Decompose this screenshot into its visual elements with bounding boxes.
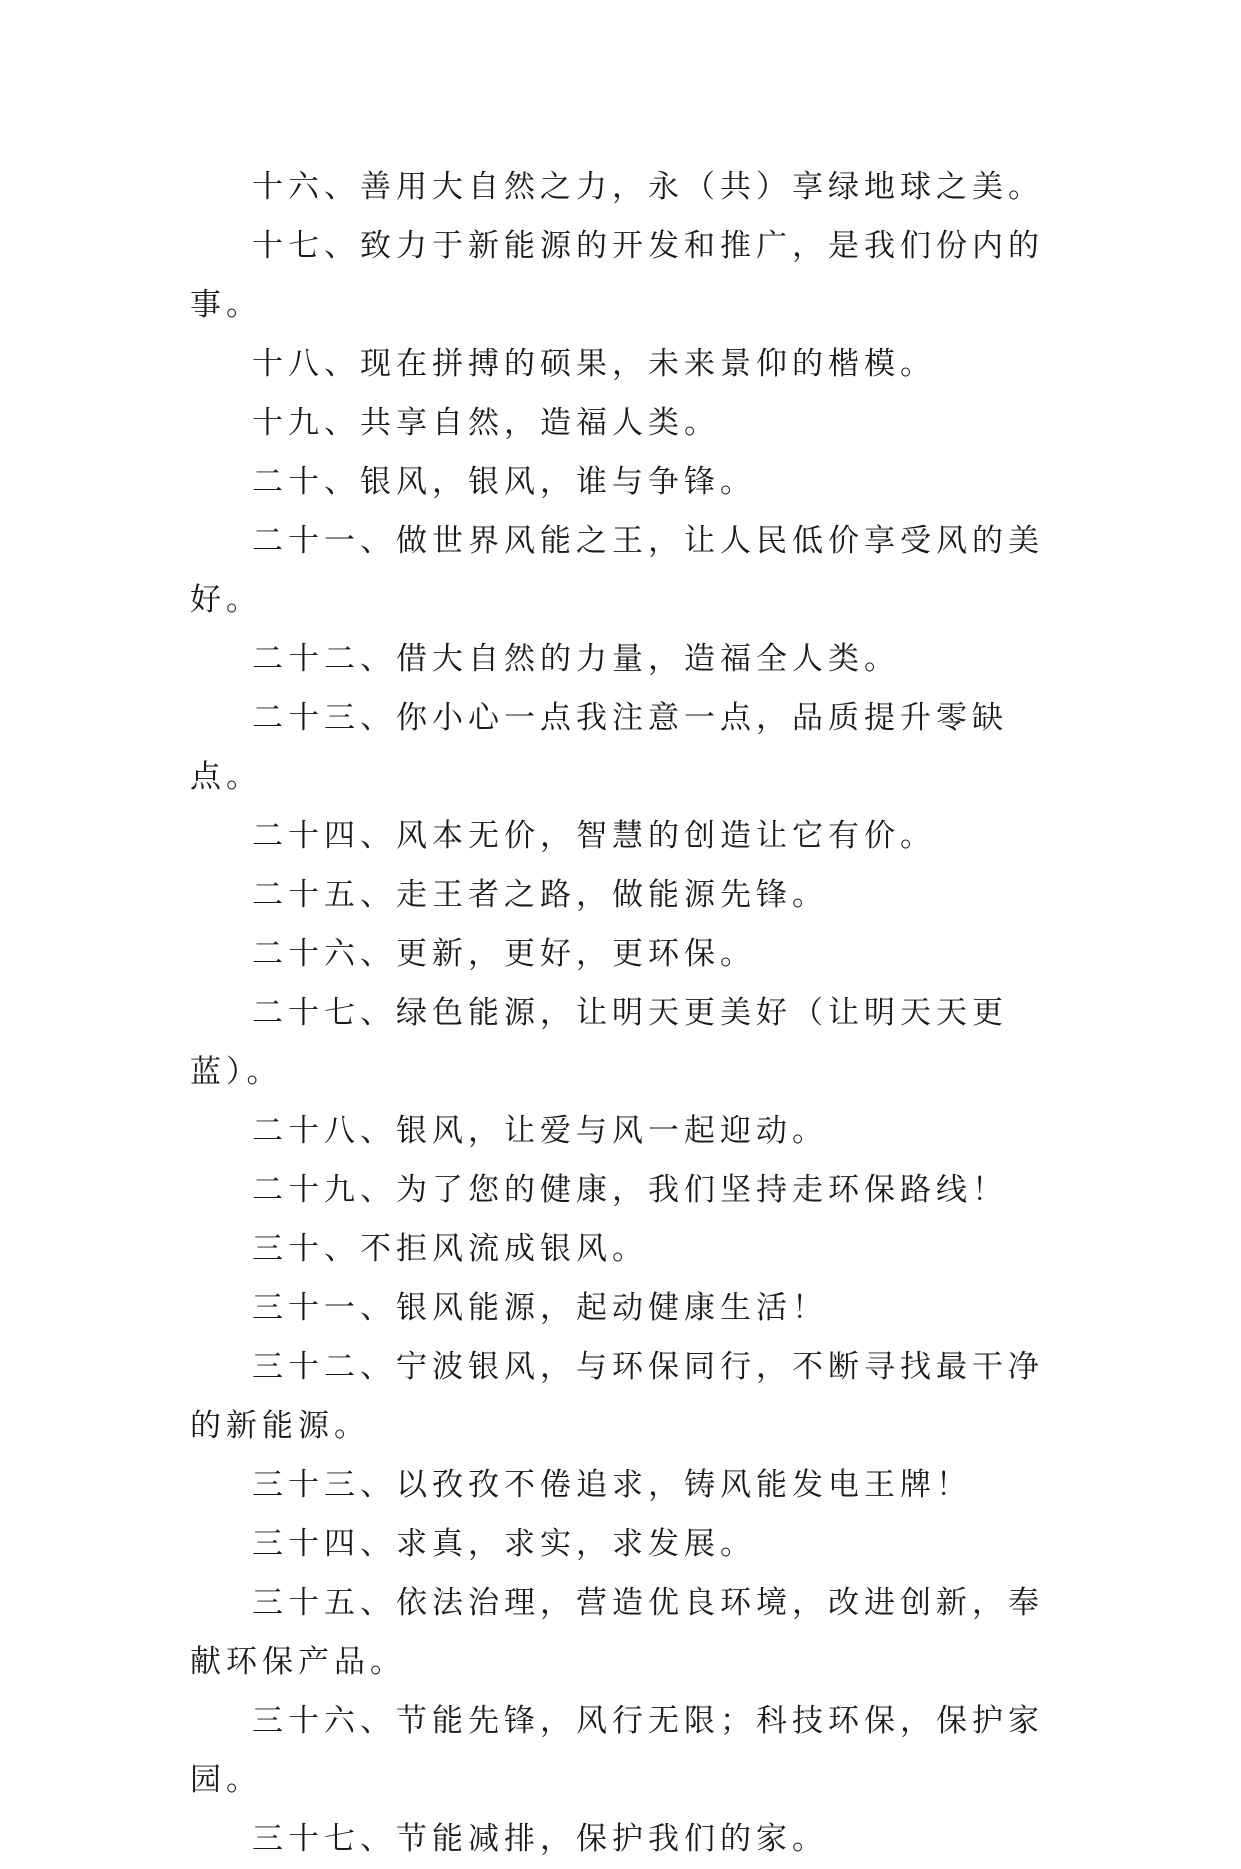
paragraph: 三十六、节能先锋，风行无限；科技环保，保护家园。	[190, 1703, 1044, 1798]
paragraph: 十八、现在拼搏的硕果，未来景仰的楷模。	[252, 346, 936, 382]
paragraph: 十七、致力于新能源的开发和推广，是我们份内的事。	[190, 228, 1044, 323]
paragraph: 三十五、依法治理，营造优良环境，改进创新，奉献环保产品。	[190, 1585, 1044, 1680]
slogan-list	[190, 158, 1070, 1869]
paragraph: 二十一、做世界风能之王，让人民低价享受风的美好。	[190, 523, 1044, 618]
paragraph: 十九、共享自然，造福人类。	[252, 405, 720, 441]
paragraph: 二十七、绿色能源，让明天更美好（让明天天更蓝）。	[190, 995, 1008, 1090]
paragraph: 三十三、以孜孜不倦追求，铸风能发电王牌！	[252, 1467, 972, 1503]
paragraph: 二十八、银风，让爱与风一起迎动。	[252, 1113, 828, 1149]
paragraph: 二十三、你小心一点我注意一点，品质提升零缺点。	[190, 700, 1008, 795]
paragraph: 三十、不拒风流成银风。	[252, 1231, 648, 1267]
paragraph: 二十二、借大自然的力量，造福全人类。	[252, 641, 900, 677]
paragraph: 二十四、风本无价，智慧的创造让它有价。	[252, 818, 936, 854]
paragraph: 三十一、银风能源，起动健康生活！	[252, 1290, 828, 1326]
paragraph: 三十二、宁波银风，与环保同行，不断寻找最干净的新能源。	[190, 1349, 1044, 1444]
paragraph: 三十四、求真，求实，求发展。	[252, 1526, 756, 1562]
paragraph: 二十、银风，银风，谁与争锋。	[252, 464, 756, 500]
paragraph: 二十五、走王者之路，做能源先锋。	[252, 877, 828, 913]
paragraph: 三十七、节能减排，保护我们的家。	[252, 1821, 828, 1857]
paragraph: 十六、善用大自然之力，永（共）享绿地球之美。	[252, 169, 1044, 205]
paragraph: 二十九、为了您的健康，我们坚持走环保路线！	[252, 1172, 1008, 1208]
paragraph: 二十六、更新，更好，更环保。	[252, 936, 756, 972]
